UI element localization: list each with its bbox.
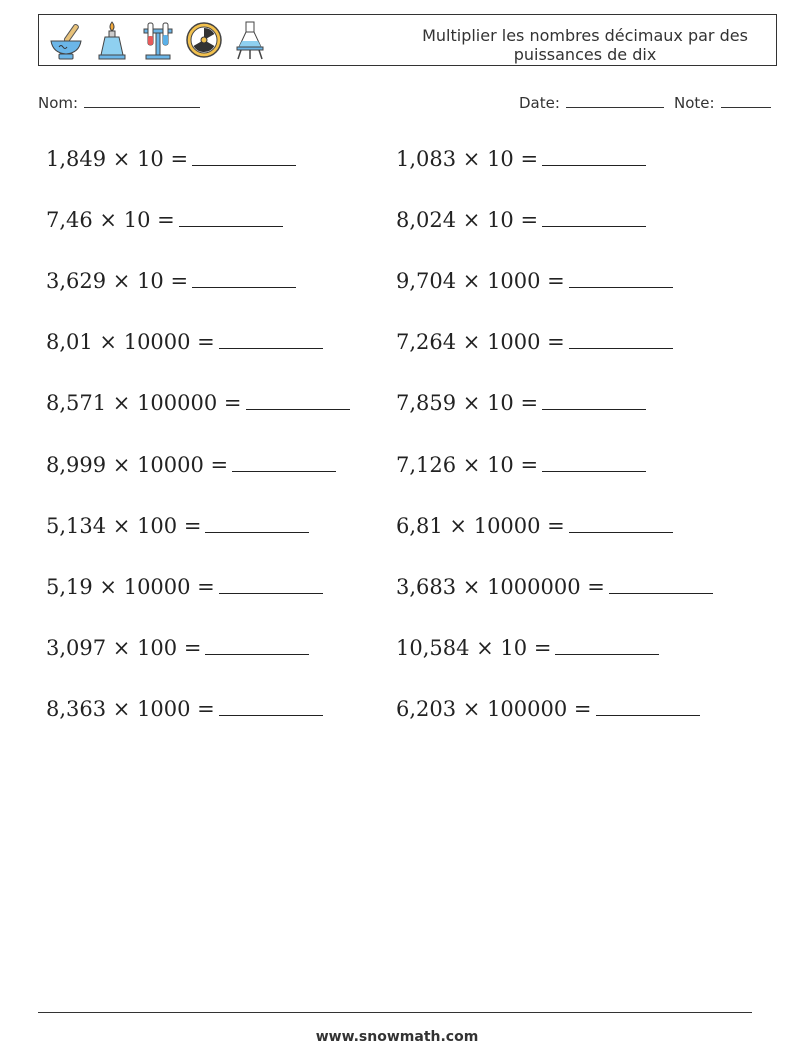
answer-blank[interactable] [569,269,673,288]
problem-item [46,147,296,171]
problem-item [46,697,323,721]
problem-expression: 8,571 × 100000 = [46,391,242,415]
answer-blank[interactable] [555,636,659,655]
answer-blank[interactable] [609,575,713,594]
mortar-pestle-icon [47,19,85,61]
grade-field [674,94,771,112]
bunsen-burner-icon [93,19,131,61]
problem-expression: 5,134 × 100 = [46,514,202,538]
answer-blank[interactable] [569,514,673,533]
answer-blank[interactable] [596,697,700,716]
answer-blank[interactable] [219,330,323,349]
problem-expression: 5,19 × 10000 = [46,575,215,599]
problem-expression: 8,999 × 10000 = [46,453,229,477]
answer-blank[interactable] [179,208,283,227]
name-field [38,94,200,112]
problem-expression: 7,126 × 10 = [396,453,539,477]
name-line[interactable] [84,95,200,108]
problem-expression: 7,264 × 1000 = [396,330,565,354]
problem-item [46,514,309,538]
problem-item [46,575,323,599]
answer-blank[interactable] [246,391,350,410]
answer-blank[interactable] [569,330,673,349]
answer-blank[interactable] [205,636,309,655]
worksheet-title: Multiplier les nombres décimaux par des puissances de dix [422,26,748,64]
problem-item [396,514,673,538]
problem-item [46,269,296,293]
problem-item [396,147,646,171]
problem-expression: 8,363 × 1000 = [46,697,215,721]
answer-blank[interactable] [232,453,336,472]
answer-blank[interactable] [192,269,296,288]
problem-expression: 6,203 × 100000 = [396,697,592,721]
date-label: Date: [519,94,560,112]
answer-blank[interactable] [205,514,309,533]
name-label: Nom: [38,94,79,112]
problem-expression: 7,46 × 10 = [46,208,175,232]
problem-expression: 1,849 × 10 = [46,147,189,171]
problem-item [46,391,350,415]
problem-expression: 3,683 × 1000000 = [396,575,605,599]
answer-blank[interactable] [219,697,323,716]
problem-item [46,453,336,477]
problem-expression: 3,097 × 100 = [46,636,202,660]
problem-expression: 10,584 × 10 = [396,636,552,660]
answer-blank[interactable] [542,208,646,227]
problem-item [396,330,673,354]
problem-item [46,636,309,660]
problem-item [396,269,673,293]
problem-expression: 1,083 × 10 = [396,147,539,171]
problem-expression: 3,629 × 10 = [46,269,189,293]
problem-expression: 7,859 × 10 = [396,391,539,415]
problem-expression: 8,024 × 10 = [396,208,539,232]
answer-blank[interactable] [192,147,296,166]
answer-blank[interactable] [542,391,646,410]
problem-item [396,453,646,477]
answer-blank[interactable] [219,575,323,594]
header-icons [47,19,269,61]
footer-url: www.snowmath.com [315,1029,479,1045]
date-line[interactable] [566,95,664,108]
problem-item [396,697,700,721]
date-field [519,94,664,112]
problem-expression: 8,01 × 10000 = [46,330,215,354]
answer-blank[interactable] [542,147,646,166]
problem-item [396,208,646,232]
radiation-icon [185,19,223,61]
problem-item [396,575,713,599]
problem-item [396,391,646,415]
flask-icon [231,19,269,61]
footer-divider [38,1012,752,1013]
problem-item [396,636,659,660]
grade-label: Note: [674,94,715,112]
test-tube-rack-icon [139,19,177,61]
grade-line[interactable] [721,95,771,108]
answer-blank[interactable] [542,453,646,472]
problem-item [46,208,283,232]
problem-item [46,330,323,354]
problem-expression: 9,704 × 1000 = [396,269,565,293]
problem-expression: 6,81 × 10000 = [396,514,565,538]
header-box [38,14,777,66]
